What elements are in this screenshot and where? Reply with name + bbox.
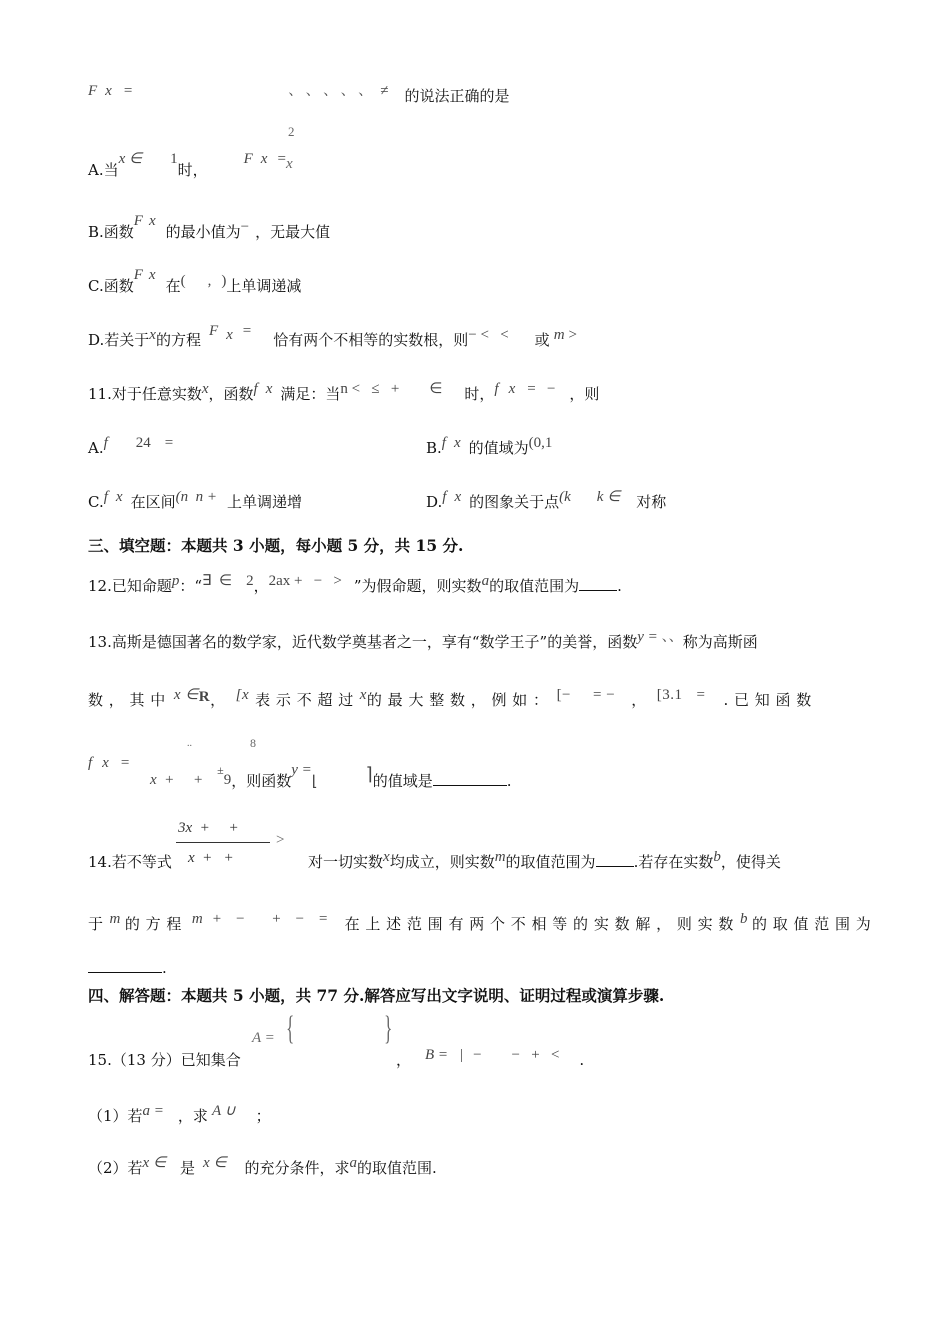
- q10a-x: x: [260, 151, 268, 167]
- q13-den1: x + +: [150, 772, 204, 788]
- q15-1-end: ；: [255, 1107, 271, 1125]
- q10c-x: x: [148, 267, 156, 283]
- q10d-eq: =: [242, 323, 252, 339]
- q13-line1: 13.高斯是德国著名的数学家，近代数学奠基者之一，享有“数学王子”的美誉，函数y = 、、称为高斯函: [88, 629, 758, 651]
- q14-line3: [88, 958, 167, 978]
- q11a-f: f: [103, 435, 108, 451]
- q15-B: B =: [425, 1047, 449, 1063]
- q14-t4: 的 取 值 范 围 为: [751, 915, 872, 933]
- q15-2-mid: 是: [180, 1159, 196, 1177]
- q15-2-x1: x ∈: [142, 1155, 167, 1171]
- q15-1-a: a =: [142, 1103, 164, 1119]
- q10-F: F: [88, 83, 98, 99]
- q10c-F: F: [133, 267, 143, 283]
- q11d-k: k ∈: [596, 489, 621, 505]
- q11-label: 11.对于任意实数: [88, 385, 202, 403]
- q10d-m: m: [553, 327, 565, 343]
- q10-option-a: [88, 148, 286, 179]
- q14-x: x: [383, 849, 390, 865]
- q13-y: y =: [637, 629, 658, 645]
- q11-f: f: [253, 381, 258, 397]
- q15-1-mid: ，求: [177, 1107, 208, 1125]
- q13-ex2: [3.1: [656, 687, 683, 703]
- q10c-in: 在: [165, 277, 181, 295]
- q12: [88, 570, 622, 595]
- q13-R: R: [198, 689, 211, 705]
- q10a-num: 2: [288, 124, 295, 139]
- q11d-f: f: [442, 489, 447, 505]
- q15-stem-b: ， B = | − − + < .: [396, 1047, 585, 1069]
- q14-b2: b: [739, 911, 748, 927]
- q10b-F: F: [133, 213, 143, 229]
- q15-label: 15.（13 分）已知集合: [88, 1051, 241, 1069]
- q13-t1: 数 ， 其 中: [88, 691, 166, 709]
- q11d-tail: 对称: [636, 493, 667, 511]
- q12-exists: ∃ ∈: [202, 573, 233, 589]
- q10-ne: ≠: [380, 83, 389, 99]
- q14-eq: m + − + − =: [191, 911, 329, 927]
- q11b-x: x: [453, 435, 461, 451]
- q15-1-AU: A ∪: [211, 1103, 236, 1119]
- q14-label: 14.若不等式: [88, 853, 172, 871]
- q14-m: m: [494, 849, 506, 865]
- q13-t4: . 已 知 函 数: [723, 691, 812, 709]
- q10d-x: x: [149, 327, 156, 343]
- q14-b: b: [713, 849, 721, 865]
- q15-comma: ，: [396, 1051, 412, 1069]
- q12-tail: ”为假命题，则实数: [353, 577, 482, 595]
- q11-option-c: [88, 486, 302, 511]
- q11c-tail: 上单调递增: [226, 493, 302, 511]
- q11b-range: (0,1: [528, 435, 553, 451]
- q11b-label: B.: [426, 439, 442, 457]
- q10-x: x: [105, 83, 112, 99]
- q11-in: ∈: [429, 381, 443, 397]
- q11c-x: x: [115, 489, 123, 505]
- q13-line2: [88, 684, 812, 709]
- q11-mid2: 满足：当: [280, 385, 341, 403]
- q10a-when: 时，: [177, 161, 208, 179]
- q13-f: f: [88, 755, 93, 771]
- q10c-tail: 上单调递减: [226, 277, 302, 295]
- q11-eq: = −: [527, 381, 556, 397]
- section-3-heading: 三、填空题：本题共 3 小题，每小题 5 分，共 15 分.: [88, 536, 464, 555]
- q14-t1: 于: [88, 915, 104, 933]
- q10c-lp: (: [180, 273, 186, 289]
- q11-mid: ，函数: [208, 385, 254, 403]
- q11-tail: ，则: [569, 385, 600, 403]
- q10a-label: A.当: [88, 161, 119, 179]
- q15-part1: [88, 1100, 271, 1125]
- q11b-f: f: [441, 435, 446, 451]
- q10b-mid: 的最小值为: [165, 223, 241, 241]
- q10-option-d: [88, 323, 577, 349]
- q13-t2: 表 示 不 超 过: [255, 691, 354, 709]
- q10-tail: 的说法正确的是: [404, 87, 510, 105]
- q10d-mid: 的方程: [155, 331, 201, 349]
- q10-stem: F x = 、 、 、 、 、 ≠ 的说法正确的是: [88, 83, 510, 105]
- q11-when: 时，: [464, 385, 495, 403]
- q15-2-label: （2）若: [88, 1159, 143, 1177]
- q13-ex1: [−: [556, 687, 572, 703]
- q10c-rp: ): [221, 273, 227, 289]
- q10d-or: 或: [534, 331, 550, 349]
- q10a-eq: =: [277, 151, 286, 167]
- q11a-label: A.: [88, 439, 104, 457]
- q11-x2: x: [265, 381, 273, 397]
- q15-1-label: （1）若: [88, 1107, 143, 1125]
- q14-answer-blank-1[interactable]: [596, 852, 634, 867]
- q14-mid2: 均成立，则实数: [389, 853, 495, 871]
- q10d-cond: − < <: [468, 327, 509, 343]
- q10c-comma: ,: [207, 273, 212, 289]
- q12-p: p: [171, 573, 180, 589]
- q13-ex1b: = −: [593, 687, 616, 703]
- q10a-den: x: [286, 156, 293, 172]
- q13-tail2: 的值域是: [372, 772, 433, 790]
- q13-y2: y =: [291, 762, 312, 778]
- q13-text: 13.高斯是德国著名的数学家，近代数学奠基者之一，享有“数学王子”的美誉，函数: [88, 633, 638, 651]
- q15-2-tail: 的取值范围.: [357, 1159, 437, 1177]
- q13-end: .: [506, 772, 512, 790]
- q13-answer-blank[interactable]: [433, 771, 507, 786]
- q13-nine: 9: [223, 772, 232, 788]
- q14-gt: >: [276, 832, 285, 848]
- q10d-gt: >: [568, 327, 577, 343]
- q14-answer-blank-2[interactable]: [88, 958, 162, 973]
- q14-tail: ，使得关: [720, 853, 781, 871]
- q13-ex2b: =: [696, 687, 706, 703]
- q14-num: 3x + +: [178, 820, 239, 836]
- q14-fraction-bar: [176, 842, 270, 843]
- q13-x2: x: [102, 755, 109, 771]
- q11a-arg: 24: [135, 435, 151, 451]
- q11c-f: f: [103, 489, 108, 505]
- q12-expr: 2ax + − >: [268, 573, 342, 589]
- q10a-F: F: [243, 151, 253, 167]
- q10b-x: x: [148, 213, 156, 229]
- q11-x3: x: [508, 381, 516, 397]
- q13-comma2: ，: [631, 691, 647, 709]
- q14-mid4: .若存在实数: [633, 853, 714, 871]
- q15-2-x2: x ∈: [203, 1155, 227, 1171]
- q10d-label: D.若关于: [88, 331, 150, 349]
- q12-two: 2: [246, 573, 254, 589]
- q13-mark: ..: [187, 738, 192, 749]
- q13-comma: ，: [210, 691, 226, 709]
- q11-cond1: n < ≤ +: [340, 381, 400, 397]
- q15-end: .: [579, 1051, 585, 1069]
- q11c-label: C.: [88, 493, 104, 511]
- q13-t3: 的 最 大 整 数 ， 例 如 ：: [366, 691, 549, 709]
- q13-x: x: [359, 687, 367, 703]
- q15-2-mid2: 的充分条件，求: [244, 1159, 350, 1177]
- q14-mid: 对一切实数: [308, 853, 384, 871]
- q11-stem: [88, 378, 600, 403]
- q10d-x2: x: [226, 327, 233, 343]
- q10a-cond: x ∈: [118, 151, 143, 167]
- q15-stem: [88, 1050, 241, 1070]
- q13-xr: x ∈: [173, 687, 199, 703]
- q13-eq: =: [120, 755, 130, 771]
- q10b-label: B.函数: [88, 223, 134, 241]
- q14-mid3: 的取值范围为: [505, 853, 596, 871]
- q10-eq: =: [123, 83, 133, 99]
- q15-A: A =: [252, 1030, 275, 1046]
- q11-x: x: [201, 381, 209, 397]
- q11c-interval: (n n +: [175, 489, 217, 505]
- q13-tail: 称为高斯函: [682, 633, 758, 651]
- q11d-x: x: [454, 489, 462, 505]
- q14-line1-b: [308, 846, 781, 871]
- q14-t3: 在 上 述 范 围 有 两 个 不 相 等 的 实 数 解 ， 则 实 数: [344, 915, 734, 933]
- q10d-F: F: [208, 323, 219, 339]
- q12-a: a: [481, 573, 490, 589]
- q11b-mid: 的值域为: [468, 439, 529, 457]
- q12-answer-blank[interactable]: [579, 576, 617, 591]
- q10b-tail: ，无最大值: [255, 223, 331, 241]
- q13-mid: ，则函数: [231, 772, 292, 790]
- q13-bx: [x: [235, 687, 250, 703]
- q10c-label: C.函数: [88, 277, 134, 295]
- q12-end: .: [617, 577, 622, 595]
- q10b-minus: −: [240, 219, 250, 235]
- q13-sup8: 8: [250, 736, 256, 750]
- q13-line3: [88, 752, 129, 773]
- q15-2-a: a: [349, 1155, 358, 1171]
- q14-m2: m: [109, 911, 121, 927]
- q15-right-brace: }: [384, 1010, 393, 1047]
- q12-comma: ，: [253, 577, 269, 595]
- q11-option-d: [426, 486, 667, 511]
- q14-den: x + +: [188, 850, 234, 866]
- q12-colon: ：“: [179, 577, 203, 595]
- q12-label: 12.已知命题: [88, 577, 172, 595]
- q10-option-c: [88, 267, 302, 295]
- q11-option-b: [426, 432, 553, 457]
- q11d-mid: 的图象关于点: [469, 493, 560, 511]
- q14-line2: [88, 908, 872, 933]
- q15-part2: [88, 1152, 437, 1177]
- q14-t2: 的 方 程: [124, 915, 182, 933]
- q10-option-b: [88, 213, 331, 241]
- q11d-point: (k: [559, 489, 571, 505]
- q13-pm: ±: [217, 763, 224, 777]
- section-4-heading: 四、解答题：本题共 5 小题，共 77 分.解答应写出文字说明、证明过程或演算步骤.: [88, 986, 665, 1005]
- q11d-label: D.: [426, 493, 443, 511]
- q11c-mid: 在区间: [130, 493, 176, 511]
- q14-end: .: [162, 959, 167, 977]
- q11-option-a: [88, 432, 174, 457]
- q11a-eq: =: [164, 435, 174, 451]
- q13-line3-b: x + +±9，则函数y =⌊ ⌉的值域是 .: [150, 762, 512, 790]
- q10a-one: 1: [170, 151, 178, 167]
- q15-left-brace: {: [286, 1010, 295, 1047]
- q10d-mid2: 恰有两个不相等的实数根，则: [273, 331, 469, 349]
- q15-Bset: − − + <: [473, 1047, 560, 1063]
- q14-line1: [88, 852, 172, 872]
- q11-f2: f: [494, 381, 499, 397]
- q12-tail2: 的取值范围为: [489, 577, 580, 595]
